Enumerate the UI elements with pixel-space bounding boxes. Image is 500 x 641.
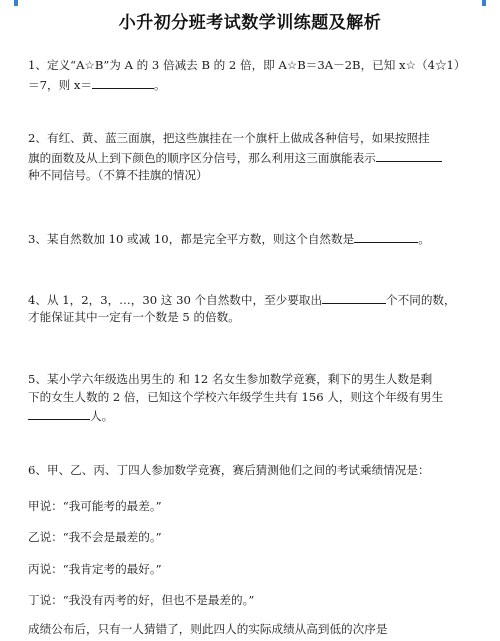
q4-line-2: 才能保证其中一定有一个数是 5 的倍数。 — [28, 310, 240, 324]
q4-line-1 — [28, 290, 456, 309]
q6-statement-yi: 乙说：“我不会是最差的。” — [28, 530, 162, 544]
q3-answer-blank[interactable] — [354, 229, 418, 243]
q6-statement-ding: 丁说：“我没有丙考的好，但也不是最差的。” — [28, 593, 255, 607]
q6-statement-jia: 甲说：“我可能考的最差。” — [28, 499, 162, 513]
q5-answer-blank[interactable] — [28, 406, 90, 420]
corner-mark-right — [482, 0, 486, 6]
q1-line-2-suffix: 。 — [153, 78, 166, 92]
q2-line-1: 2、有红、黄、蓝三面旗，把这些旗挂在一个旗杆上做成各种信号，如果按照挂 — [28, 131, 430, 145]
page-title: 小升初分班考试数学训练题及解析 — [118, 13, 382, 33]
q4-answer-blank[interactable] — [322, 290, 386, 304]
q1-line-2 — [28, 75, 166, 94]
q2-line-2 — [28, 148, 442, 167]
q1-answer-blank[interactable] — [92, 75, 154, 89]
q3-line-1 — [28, 229, 430, 248]
q3-line-1-prefix: 3、某自然数加 10 或减 10，都是完全平方数，则这个自然数是 — [28, 232, 355, 246]
q6-result-line: 成绩公布后，只有一人猜错了，则此四人的实际成绩从高到低的次序是 — [28, 622, 388, 636]
q4-line-1-suffix: 个不同的数， — [386, 293, 456, 307]
corner-mark-left — [14, 0, 18, 6]
q6-statement-bing: 丙说：“我肯定考的最好。” — [28, 562, 162, 576]
q4-line-1-prefix: 4、从 1，2，3，…，30 这 30 个自然数中，至少要取出 — [28, 293, 323, 307]
q3-line-1-suffix: 。 — [418, 232, 430, 246]
q5-line-3-suffix: 人。 — [90, 409, 114, 423]
q1-line-1: 1、定义“A☆B”为 A 的 3 倍减去 B 的 2 倍，即 A☆B＝3A－2B，已知 x☆（4☆1） — [28, 58, 466, 72]
q2-line-2-text: 旗的面数及从上到下颜色的顺序区分信号，那么利用这三面旗能表示 — [28, 151, 376, 165]
q2-line-3: 种不同信号。（不算不挂旗的情况） — [28, 168, 208, 182]
q5-line-2: 下的女生人数的 2 倍，已知这个学校六年级学生共有 156 人，则这个年级有男生 — [28, 390, 444, 404]
q5-line-3 — [28, 406, 113, 425]
q1-line-2-prefix: ＝7，则 x＝ — [28, 78, 92, 92]
q5-line-1: 5、某小学六年级选出男生的 和 12 名女生参加数学竞赛，剩下的男生人数是剩 — [28, 372, 433, 386]
q6-line-1: 6、甲、乙、丙、丁四人参加数学竞赛，赛后猜测他们之间的考试乘绩情况是： — [28, 463, 430, 477]
q2-answer-blank[interactable] — [376, 148, 442, 162]
